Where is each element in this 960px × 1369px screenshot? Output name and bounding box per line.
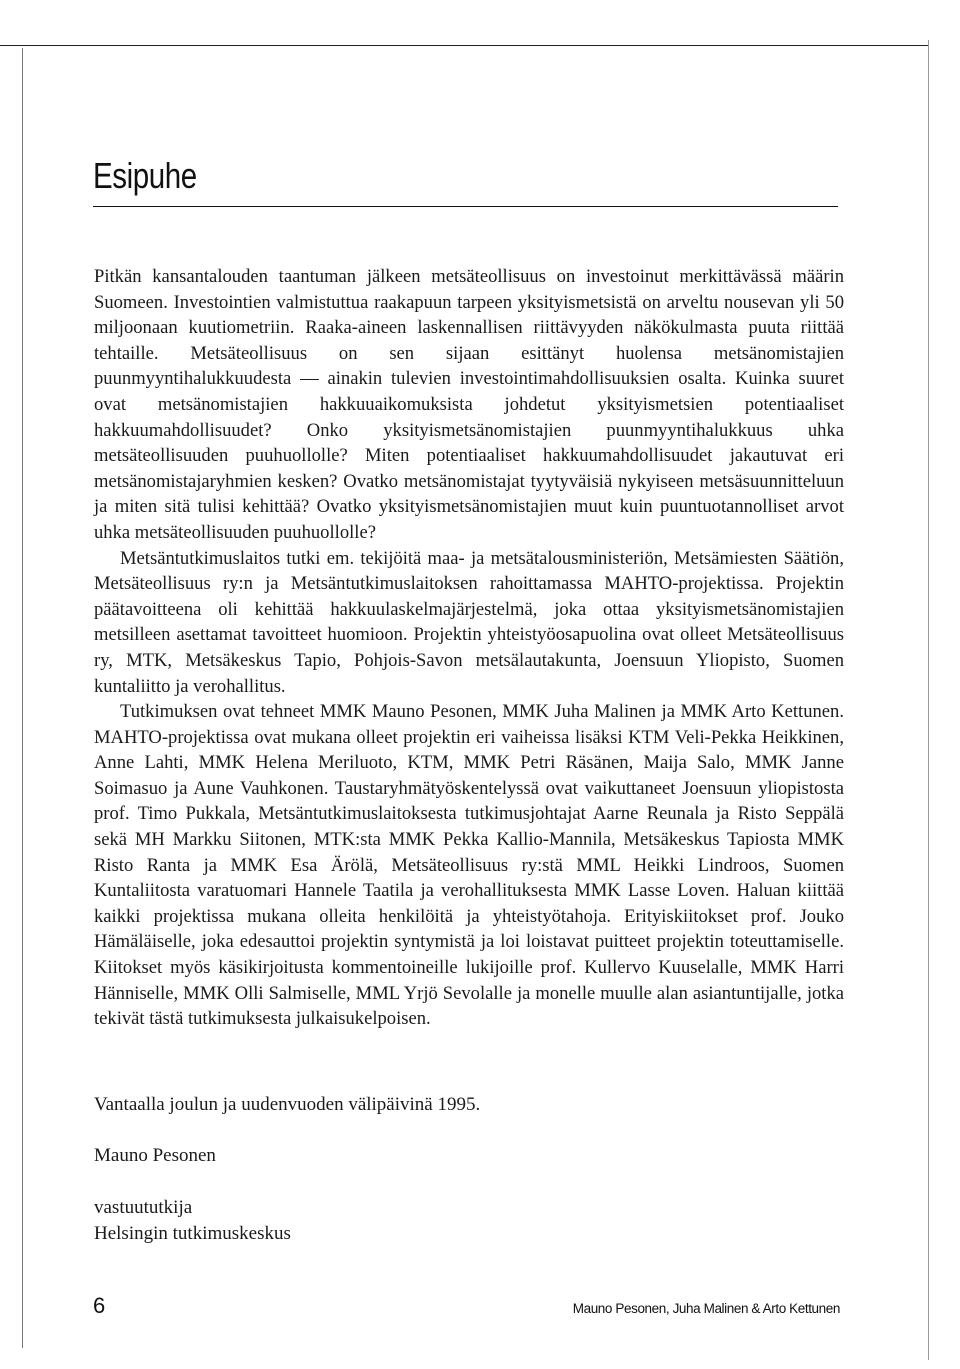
closing-line: Vantaalla joulun ja uudenvuoden välipäivinä 1995. — [94, 1094, 481, 1115]
title-underline — [93, 206, 838, 207]
scan-right-border — [928, 40, 929, 1360]
scan-top-border — [0, 45, 928, 46]
paragraph-2: Metsäntutkimuslaitos tutki em. tekijöitä maa- ja metsätalousministeriön, Metsämiesten Säätiön, Metsäteollisuus ry:n ja Metsäntutkimuslaitoksen rahoittamassa MAHTO-projektissa. Projektin päätavoitteena oli kehittää hakkuulaskelmajärjestelmä, joka ottaa yksityismetsänomistajien metsilleen asettamat tavoitteet huomioon. Projektin yhteistyöosapuolina ovat olleet Metsäteollisuus ry, MTK, Metsäkeskus Tapio, Pohjois-Savon metsälautakunta, Joensuun Yliopisto, Suomen kuntaliitto ja verohallitus. — [94, 547, 844, 697]
signer-title: vastuututkija — [94, 1197, 193, 1218]
body-text — [94, 264, 844, 1032]
signer-organization: Helsingin tutkimuskeskus — [94, 1223, 291, 1244]
signer-name: Mauno Pesonen — [94, 1145, 216, 1166]
page-number: 6 — [93, 1293, 106, 1318]
page-title: Esipuhe — [93, 155, 197, 196]
running-footer: Mauno Pesonen, Juha Malinen & Arto Kettunen — [572, 1301, 840, 1316]
paragraph-3: Tutkimuksen ovat tehneet MMK Mauno Pesonen, MMK Juha Malinen ja MMK Arto Kettunen. MAHTO-projektissa ovat mukana olleet projektin eri vaiheissa lisäksi KTM Veli-Pekka Heikkinen, Anne Lahti, MMK Helena Meriluoto, KTM, MMK Petri Räsänen, Maija Salo, MMK Janne Soimasuo ja Aune Vauhkonen. Taustaryhmätyöskentelyssä ovat vaikuttaneet Joensuun yliopistosta prof. Timo Pukkala, Metsäntutkimuslaitoksesta tutkimusjohtajat Aarne Reunala ja Risto Seppälä sekä MH Markku Siitonen, MTK:sta MMK Pekka Kallio-Mannila, Metsäkeskus Tapiosta MMK Risto Ranta ja MMK Esa Ärölä, Metsäteollisuus ry:stä MML Heikki Lindroos, Suomen Kuntaliitosta varatuomari Hannele Taatila ja verohallituksesta MMK Lasse Loven. Haluan kiittää kaikki projektissa mukana olleita henkilöitä ja yhteistyötahoja. Erityiskiitokset prof. Jouko Hämäläiselle, joka edesauttoi projektin syntymistä ja loi loistavat puitteet projektin toteuttamiselle. Kiitokset myös käsikirjoitusta kommentoineille lukijoille prof. Kullervo Kuuselalle, MMK Harri Hänniselle, MMK Olli Salmiselle, MML Yrjö Sevolalle ja monelle muulle alan asiantuntijalle, jotka tekivät tästä tutkimuksesta julkaisukelpoisen. — [94, 701, 844, 1030]
scan-left-border — [22, 48, 23, 1348]
paragraph-1: Pitkän kansantalouden taantuman jälkeen metsäteollisuus on investoinut merkittävässä määrin Suomeen. Investointien valmistuttua raakapuun tarpeen yksityismetsistä on arveltu nousevan yli 50 miljoonaan kuutiometriin. Raaka-aineen laskennallisen riittävyyden näkökulmasta puuta riittää tehtaille. Metsäteollisuus on sen sijaan esittänyt huolensa metsänomistajien puunmyyntihalukkuudesta — ainakin tulevien investointimahdollisuuksien osalta. Kuinka suuret ovat metsänomistajien hakkuuaikomuksista johdetut yksityismetsien potentiaaliset hakkuumahdollisuudet? Onko yksityismetsänomistajien puunmyyntihalukkuus uhka metsäteollisuuden puuhuollolle? Miten potentiaaliset hakkuumahdollisuudet jakautuvat eri metsänomistajaryhmien kesken? Ovatko metsänomistajat tyytyväisiä nykyiseen metsäsuunnitteluun ja miten sitä tulisi kehittää? Ovatko yksityismetsänomistajien muut kuin puuntuotannolliset arvot uhka metsäteollisuuden puuhuollolle? — [94, 266, 844, 543]
